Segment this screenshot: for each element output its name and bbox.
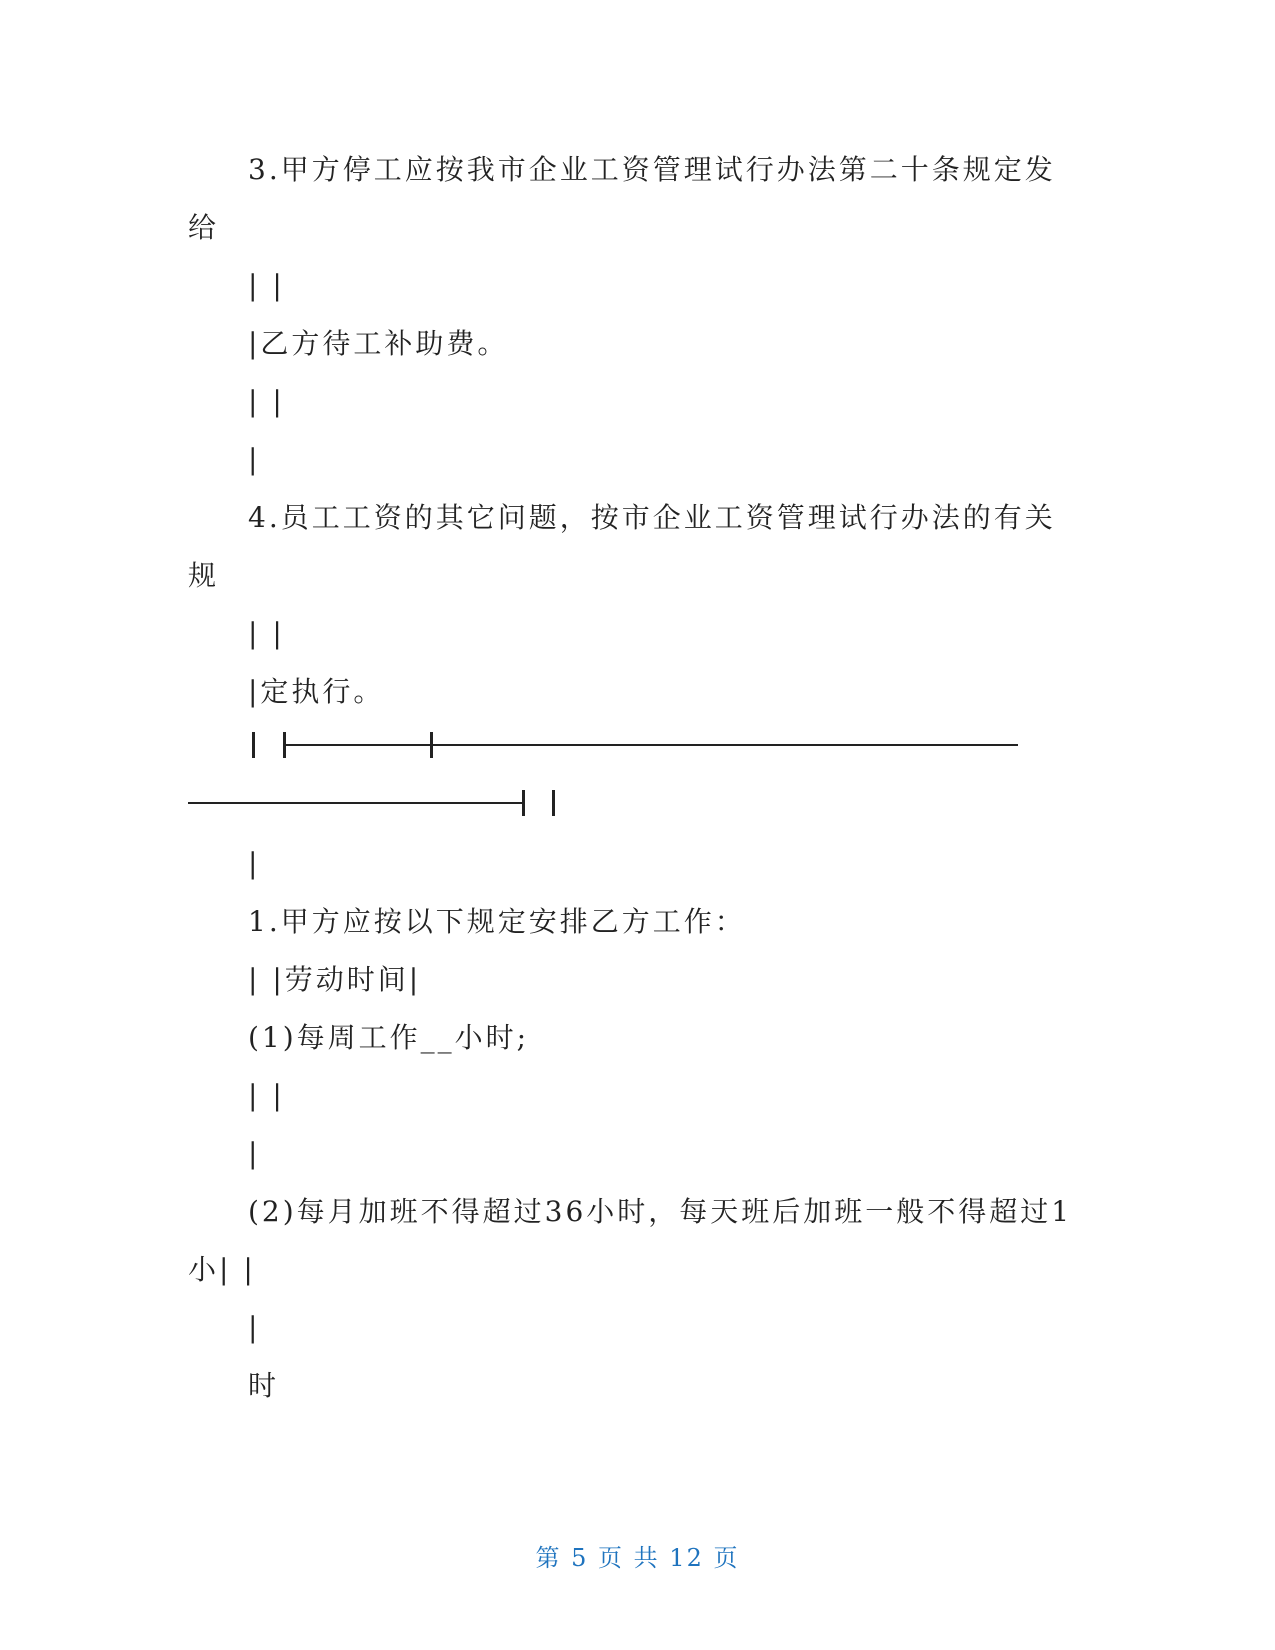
rule-bar xyxy=(522,790,525,816)
rule-line xyxy=(188,802,524,804)
text-line: (2)每月加班不得超过36小时，每天班后加班一般不得超过1 xyxy=(248,1195,1073,1228)
rule-line xyxy=(286,744,1018,746)
rule-bar xyxy=(430,732,433,758)
text-line: | xyxy=(248,847,261,880)
text-line: | | xyxy=(248,1079,285,1112)
text-line: | | xyxy=(248,385,285,418)
text-line: 时 xyxy=(248,1369,280,1402)
text-line: | |劳动时间| xyxy=(248,963,422,996)
text-line: | | xyxy=(248,269,285,302)
text-line: 规 xyxy=(188,559,220,592)
text-line: |乙方待工补助费。 xyxy=(248,327,509,360)
text-line: |定执行。 xyxy=(248,675,385,708)
text-line: 4.员工工资的其它问题，按市企业工资管理试行办法的有关 xyxy=(248,501,1056,534)
text-line: 给 xyxy=(188,211,220,244)
rule-bar xyxy=(252,732,255,758)
text-line: | xyxy=(248,1137,261,1170)
text-line: 1.甲方应按以下规定安排乙方工作： xyxy=(248,905,746,938)
page-number: 第 5 页 共 12 页 xyxy=(535,1544,740,1572)
text-line: 3.甲方停工应按我市企业工资管理试行办法第二十条规定发 xyxy=(248,153,1056,186)
text-line: (1)每周工作__小时; xyxy=(248,1021,530,1054)
text-line: | | xyxy=(248,617,285,650)
text-line: | xyxy=(248,1311,261,1344)
rule-bar xyxy=(552,790,555,816)
text-line: 小| | xyxy=(188,1253,256,1286)
text-line: | xyxy=(248,443,261,476)
